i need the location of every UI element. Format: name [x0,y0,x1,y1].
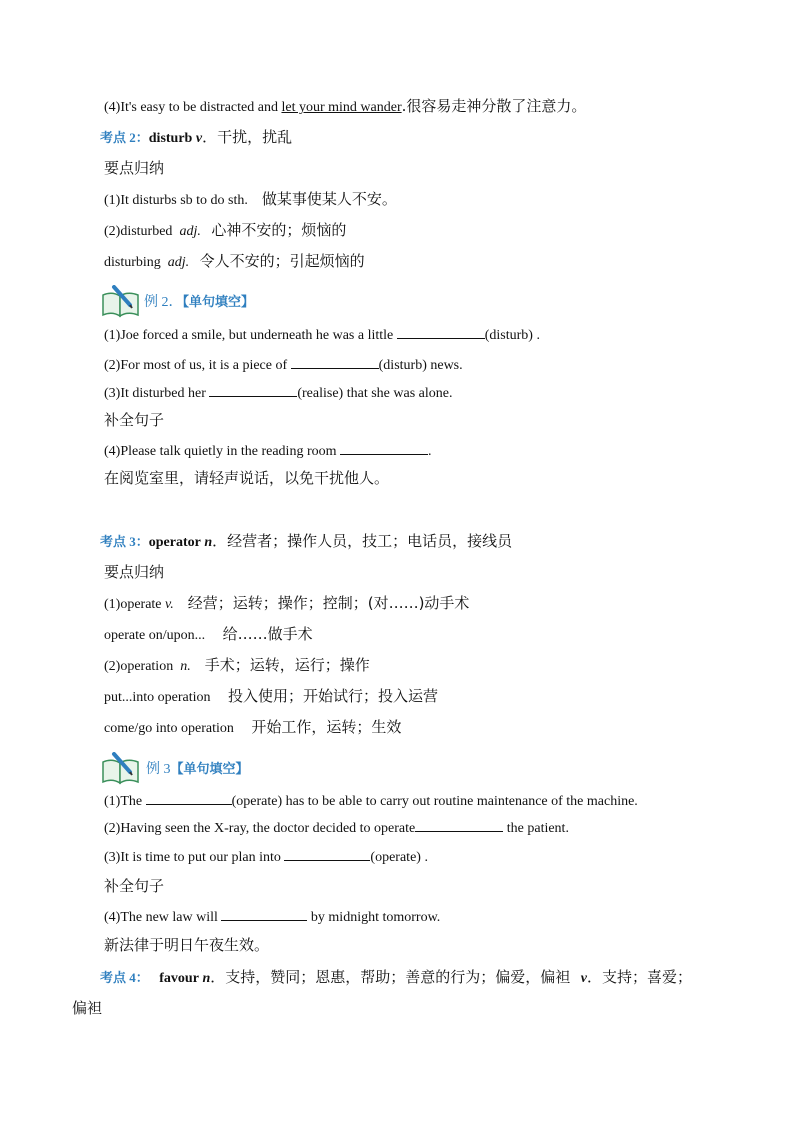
complete-sentence-title: 补全句子 [104,877,165,895]
answer-blank[interactable] [221,906,307,921]
ex2-question-1: (1)Joe forced a smile, but underneath he was a little (disturb) . [104,324,540,346]
ex3-question-4: (4)The new law will by midnight tomorrow. [104,906,440,928]
answer-blank[interactable] [146,790,232,805]
book-pencil-icon [100,752,142,786]
sentence-mind-wander: (4)It's easy to be distracted and let your mind wander.很容易走神分散了注意力。 [104,97,587,115]
kd3-item-2: operate on/upon... 给……做手术 [104,625,313,643]
kd3-item-4: put...into operation 投入使用；开始试行；投入运营 [104,687,439,705]
ex3-question-4-translation: 新法律于明日午夜生效。 [104,936,270,954]
summary-title: 要点归纳 [104,563,165,581]
kaodian-2-heading: 考点 2：disturb v．干扰，扰乱 [100,128,293,146]
answer-blank[interactable] [397,324,485,339]
ex2-question-3: (3)It disturbed her (realise) that she was alone. [104,382,452,404]
ex3-question-3: (3)It is time to put our plan into (operate) . [104,846,428,868]
kaodian-3-heading: 考点 3：operator n．经营者；操作人员，技工；电话员，接线员 [100,532,513,550]
kd3-item-3: (2)operation n. 手术；运转，运行；操作 [104,656,370,674]
underlined-phrase: let your mind wander [281,100,402,115]
ex3-question-1: (1)The (operate) has to be able to carry out routine maintenance of the machine. [104,790,638,812]
kaodian-4-heading: 考点 4： favour n．支持，赞同；恩惠，帮助；善意的行为；偏爱，偏袒 v．支持；喜爱； [100,968,692,986]
ex3-question-2: (2)Having seen the X-ray, the doctor decided to operate the patient. [104,817,569,839]
example-3-heading: 例 3【单句填空】 [146,762,249,777]
answer-blank[interactable] [284,846,370,861]
book-pencil-icon [100,285,142,319]
summary-title: 要点归纳 [104,159,165,177]
kd3-item-1: (1)operate v. 经营；运转；操作；控制；(对……)动手术 [104,594,470,612]
answer-blank[interactable] [340,440,428,455]
kd3-item-5: come/go into operation 开始工作，运转；生效 [104,718,402,736]
answer-blank[interactable] [209,382,297,397]
kd2-item-2: (2)disturbed adj. 心神不安的；烦恼的 [104,221,347,239]
ex2-question-4-translation: 在阅览室里，请轻声说话，以免干扰他人。 [104,469,390,487]
ex2-question-4: (4)Please talk quietly in the reading room . [104,440,432,462]
ex2-question-2: (2)For most of us, it is a piece of (disturb) news. [104,354,463,376]
example-2-heading: 例 2．【单句填空】 [144,295,255,310]
answer-blank[interactable] [415,817,503,832]
answer-blank[interactable] [291,354,379,369]
kaodian-4-wrap: 偏袒 [72,999,103,1017]
complete-sentence-title: 补全句子 [104,411,165,429]
kd2-item-1: (1)It disturbs sb to do sth. 做某事使某人不安。 [104,190,397,208]
kd2-item-3: disturbing adj. 令人不安的；引起烦恼的 [104,252,365,270]
